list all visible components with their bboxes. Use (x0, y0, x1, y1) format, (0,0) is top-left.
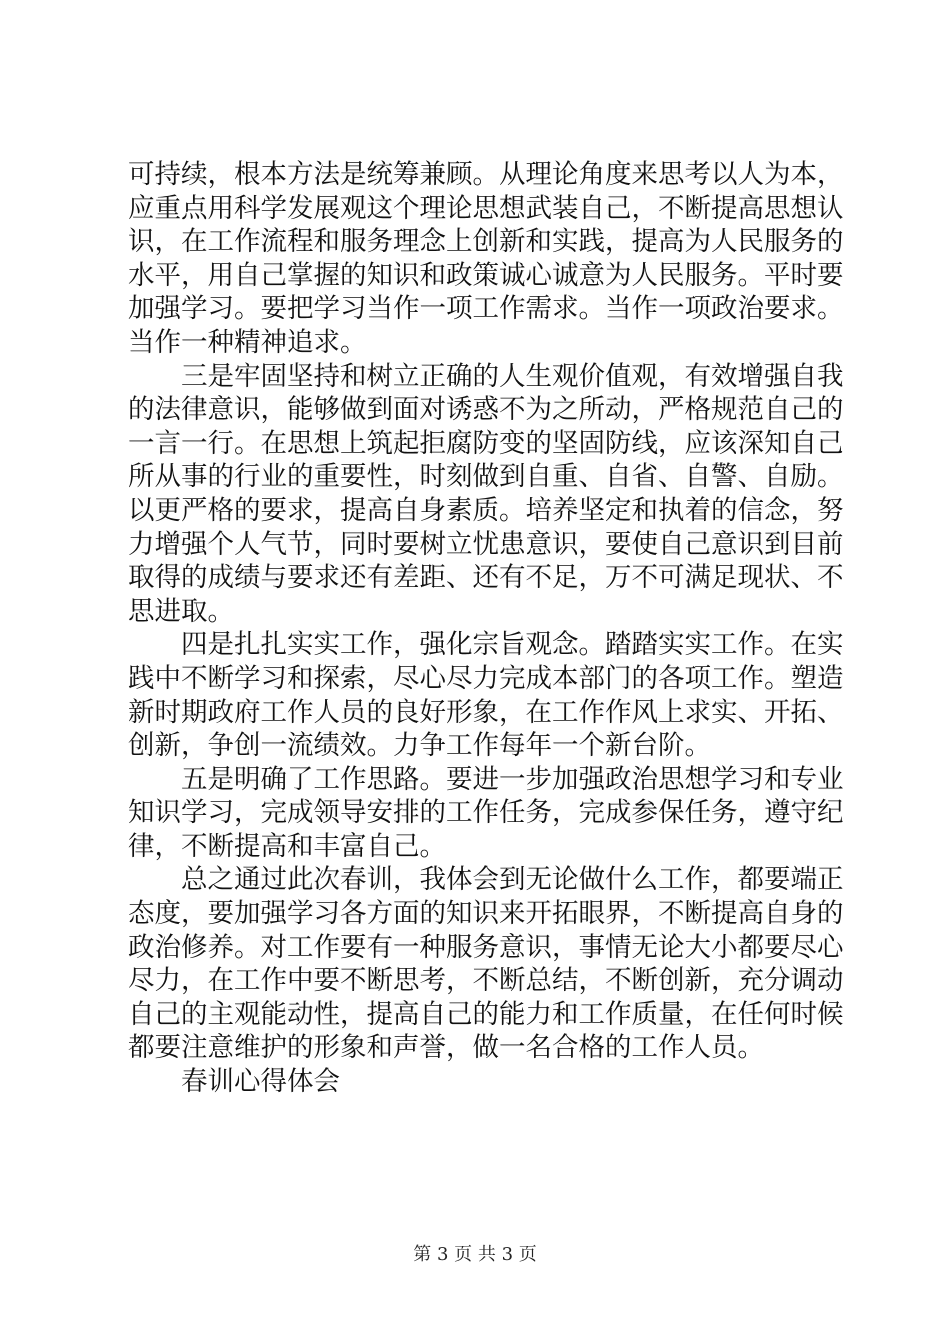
text-line: 取得的成绩与要求还有差距、还有不足，万不可满足现状、不 (128, 562, 844, 594)
text-line: 尽力，在工作中要不断思考，不断总结，不断创新，充分调动 (128, 965, 844, 997)
text-line: 知识学习，完成领导安排的工作任务，完成参保任务，遵守纪 (128, 797, 844, 829)
document-body (128, 158, 844, 1099)
text-line: 四是扎扎实实工作，强化宗旨观念。踏踏实实工作。在实 (181, 629, 844, 661)
text-line: 一言一行。在思想上筑起拒腐防变的坚固防线，应该深知自己 (128, 427, 844, 459)
text-line: 加强学习。要把学习当作一项工作需求。当作一项政治要求。 (128, 293, 844, 325)
text-line: 践中不断学习和探索，尽心尽力完成本部门的各项工作。塑造 (128, 662, 844, 694)
text-line: 五是明确了工作思路。要进一步加强政治思想学习和专业 (181, 763, 844, 795)
text-line: 态度，要加强学习各方面的知识来开拓眼界，不断提高自身的 (128, 898, 844, 930)
text-line: 的法律意识，能够做到面对诱惑不为之所动，严格规范自己的 (128, 394, 844, 426)
text-line: 创新，争创一流绩效。力争工作每年一个新台阶。 (128, 730, 711, 762)
text-line: 应重点用科学发展观这个理论思想武装自己，不断提高思想认 (128, 192, 844, 224)
text-line: 总之通过此次春训，我体会到无论做什么工作，都要端正 (181, 864, 844, 896)
text-line: 识，在工作流程和服务理念上创新和实践，提高为人民服务的 (128, 226, 844, 258)
text-line: 春训心得体会 (181, 1066, 340, 1098)
text-line: 当作一种精神追求。 (128, 326, 367, 358)
text-line: 三是牢固坚持和树立正确的人生观价值观，有效增强自我 (181, 360, 844, 392)
text-line: 律，不断提高和丰富自己。 (128, 830, 446, 862)
text-line: 政治修养。对工作要有一种服务意识，事情无论大小都要尽心 (128, 931, 844, 963)
text-line: 可持续，根本方法是统筹兼顾。从理论角度来思考以人为本， (128, 159, 844, 190)
text-line: 所从事的行业的重要性，时刻做到自重、自省、自警、自励。 (128, 461, 844, 493)
text-line: 都要注意维护的形象和声誉，做一名合格的工作人员。 (128, 1032, 764, 1064)
text-line: 水平，用自己掌握的知识和政策诚心诚意为人民服务。平时要 (128, 259, 844, 291)
text-line: 新时期政府工作人员的良好形象，在工作作风上求实、开拓、 (128, 696, 844, 728)
text-line: 自己的主观能动性，提高自己的能力和工作质量，在任何时候 (128, 998, 844, 1030)
text-line: 以更严格的要求，提高自身素质。培养坚定和执着的信念，努 (128, 494, 844, 526)
text-line: 思进取。 (128, 595, 234, 627)
page-footer: 第 3 页 共 3 页 (413, 1244, 537, 1265)
text-line: 力增强个人气节，同时要树立忧患意识，要使自己意识到目前 (128, 528, 844, 560)
